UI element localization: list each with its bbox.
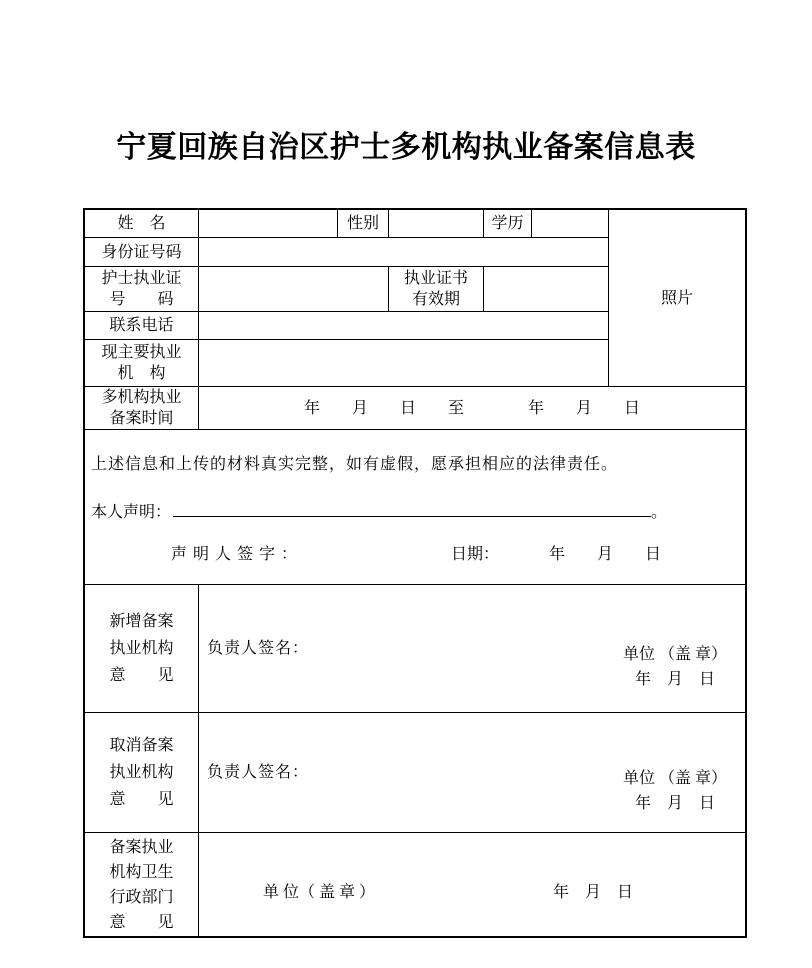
main-org-input-cell[interactable]	[199, 340, 609, 387]
declaration-date-label: 日期：	[451, 546, 500, 563]
main-org-label-line2: 机 构	[117, 365, 166, 382]
signer-label: 声明人签字：	[171, 546, 304, 563]
declaration-section	[85, 430, 745, 585]
cancel-section-label-line2: 执业机构	[109, 764, 174, 781]
filing-time-label-line1: 多机构执业	[101, 389, 182, 406]
cancel-section-label	[85, 713, 199, 833]
add-unit-seal-label: 单位 （盖 章）	[622, 645, 727, 663]
cancel-section-content[interactable]	[199, 713, 745, 833]
add-section-label-line2: 执业机构	[109, 640, 174, 657]
declare-label: 本人声明：	[91, 504, 172, 521]
id-number-input-cell[interactable]	[199, 238, 609, 267]
page-title: 宁夏回族自治区护士多机构执业备案信息表	[116, 131, 696, 164]
education-input-cell[interactable]	[532, 210, 609, 238]
declaration-input-line[interactable]	[173, 502, 651, 517]
admin-unit-seal-label: 单 位（ 盖 章 ）	[263, 884, 376, 901]
license-number-label-line1: 护士执业证	[101, 270, 182, 287]
name-label: 姓 名	[85, 210, 199, 238]
cancel-section-label-line1: 取消备案	[109, 737, 174, 754]
cancel-unit-seal-block	[623, 766, 727, 816]
license-number-input-cell[interactable]	[199, 267, 389, 312]
cert-validity-label-line1: 执业证书	[403, 270, 468, 287]
declaration-line	[91, 502, 737, 524]
education-label: 学历	[484, 210, 532, 238]
signature-date-line	[91, 544, 737, 566]
add-section-content[interactable]	[199, 585, 745, 713]
add-section-label-line3: 意 见	[109, 667, 174, 684]
filing-time-input-cell[interactable]	[199, 387, 745, 430]
admin-date-placeholder[interactable]: 年 月 日	[553, 884, 634, 901]
filing-time-label-line2: 备案时间	[109, 410, 174, 427]
cancel-date-placeholder[interactable]: 年 月 日	[634, 794, 715, 812]
add-responsible-signature-label: 负责人签名：	[207, 640, 310, 657]
phone-input-cell[interactable]	[199, 312, 609, 340]
admin-section-label-line1: 备案执业	[109, 838, 174, 856]
admin-section-label-line4: 意 见	[109, 913, 174, 931]
gender-label: 性别	[338, 210, 389, 238]
add-section-label-line1: 新增备案	[109, 613, 174, 630]
cert-validity-input-cell[interactable]	[484, 267, 609, 312]
declaration-date-placeholder[interactable]: 年 月 日	[549, 546, 662, 563]
phone-label: 联系电话	[85, 312, 199, 340]
declaration-statement: 上述信息和上传的材料真实完整，如有虚假，愿承担相应的法律责任。	[91, 456, 619, 473]
filing-time-date-placeholder: 年 月 日 至 年 月 日	[303, 399, 640, 417]
photo-label: 照片	[660, 289, 693, 307]
license-number-label-line2: 号 码	[109, 291, 174, 308]
main-org-label-line1: 现主要执业	[101, 344, 182, 361]
name-input-cell[interactable]	[199, 210, 338, 238]
photo-area[interactable]	[609, 210, 745, 387]
cancel-responsible-signature-label: 负责人签名：	[207, 764, 310, 781]
cert-validity-label	[389, 267, 484, 312]
license-number-label	[85, 267, 199, 312]
main-org-label	[85, 340, 199, 387]
cancel-unit-seal-label: 单位 （盖 章）	[622, 769, 727, 787]
admin-section-label-line3: 行政部门	[109, 888, 174, 906]
cert-validity-label-line2: 有效期	[411, 291, 460, 308]
id-number-label: 身份证号码	[85, 238, 199, 267]
add-date-placeholder[interactable]: 年 月 日	[634, 670, 715, 688]
gender-input-cell[interactable]	[389, 210, 484, 238]
add-section-label	[85, 585, 199, 713]
admin-section-content[interactable]	[199, 833, 745, 936]
admin-section-label	[85, 833, 199, 936]
cancel-section-label-line3: 意 见	[109, 791, 174, 808]
filing-form-table	[83, 208, 747, 938]
add-unit-seal-block	[623, 642, 727, 692]
filing-time-label	[85, 387, 199, 430]
admin-section-label-line2: 机构卫生	[109, 863, 174, 881]
declaration-period: 。	[651, 504, 668, 521]
